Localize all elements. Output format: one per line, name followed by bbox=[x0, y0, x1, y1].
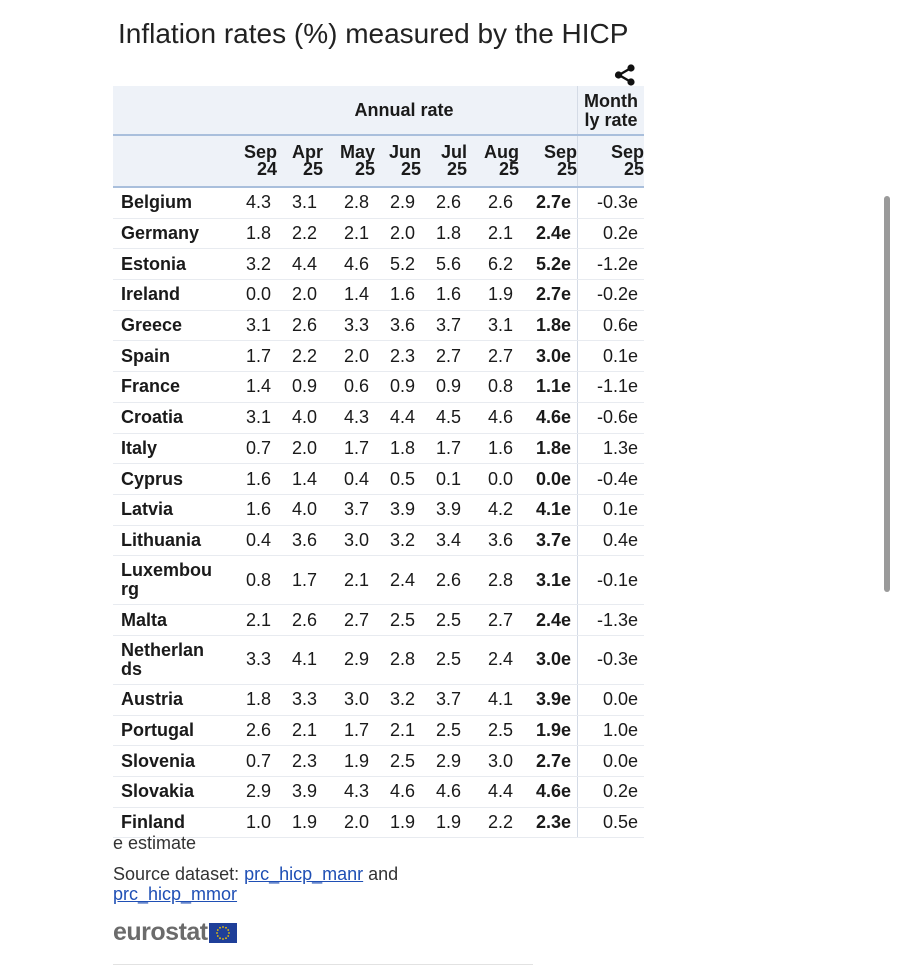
country-name bbox=[113, 556, 231, 605]
monthly-rate-value: -0.6e bbox=[578, 402, 645, 433]
country-name-line2: rg bbox=[121, 579, 139, 600]
eurostat-logo bbox=[113, 918, 237, 947]
annual-rate-value: 2.6 bbox=[277, 310, 323, 341]
country-name bbox=[113, 402, 231, 433]
header-empty-cell bbox=[113, 86, 231, 135]
flag-star bbox=[216, 932, 218, 934]
annual-rate-value: 0.0 bbox=[231, 280, 277, 311]
annual-rate-value: 3.6 bbox=[277, 525, 323, 556]
period-header bbox=[519, 135, 578, 187]
scrollbar[interactable] bbox=[884, 196, 890, 592]
annual-rate-value: 5.6 bbox=[421, 249, 467, 280]
period-month: Jun bbox=[388, 142, 421, 162]
country-name bbox=[113, 525, 231, 556]
annual-rate-value: 2.7 bbox=[467, 605, 519, 636]
source-prefix: Source dataset: bbox=[113, 864, 245, 884]
annual-rate-value: 4.6 bbox=[375, 777, 421, 808]
page-title: Inflation rates (%) measured by the HICP bbox=[118, 18, 629, 49]
annual-rate-value: 2.5 bbox=[467, 715, 519, 746]
annual-rate-value: 2.1 bbox=[277, 715, 323, 746]
flag-star bbox=[227, 935, 229, 937]
annual-rate-value: 1.6 bbox=[467, 433, 519, 464]
annual-rate-value: 2.2 bbox=[467, 807, 519, 838]
annual-rate-value: 2.9 bbox=[231, 777, 277, 808]
annual-rate-value: 2.8 bbox=[467, 556, 519, 605]
annual-rate-value: 1.7 bbox=[421, 433, 467, 464]
annual-rate-value: 2.0 bbox=[323, 807, 375, 838]
table-row bbox=[113, 684, 644, 715]
header-row-groups bbox=[113, 86, 644, 135]
annual-rate-value: 2.5 bbox=[421, 605, 467, 636]
latest-annual-rate: 2.7e bbox=[519, 746, 578, 777]
table-row bbox=[113, 249, 644, 280]
table-row bbox=[113, 605, 644, 636]
country-name bbox=[113, 249, 231, 280]
period-year: 25 bbox=[623, 159, 644, 179]
annual-rate-value: 4.6 bbox=[323, 249, 375, 280]
table-row bbox=[113, 402, 644, 433]
annual-rate-value: 2.1 bbox=[467, 218, 519, 249]
flag-star bbox=[225, 937, 227, 939]
annual-rate-value: 1.4 bbox=[323, 280, 375, 311]
annual-rate-value: 3.9 bbox=[421, 494, 467, 525]
annual-rate-value: 3.7 bbox=[421, 684, 467, 715]
monthly-rate-value: -1.2e bbox=[578, 249, 645, 280]
country-name bbox=[113, 372, 231, 403]
annual-rate-value: 1.9 bbox=[375, 807, 421, 838]
annual-rate-value: 2.7 bbox=[467, 341, 519, 372]
table-row bbox=[113, 433, 644, 464]
annual-rate-value: 4.0 bbox=[277, 402, 323, 433]
latest-annual-rate: 3.0e bbox=[519, 635, 578, 684]
table-row bbox=[113, 777, 644, 808]
latest-annual-rate: 3.1e bbox=[519, 556, 578, 605]
country-name-line1: Finland bbox=[121, 812, 185, 833]
country-name-line1: Spain bbox=[121, 345, 171, 366]
annual-rate-value: 4.6 bbox=[467, 402, 519, 433]
annual-rate-value: 3.2 bbox=[375, 684, 421, 715]
annual-rate-value: 0.9 bbox=[421, 372, 467, 403]
annual-rate-value: 3.9 bbox=[277, 777, 323, 808]
country-name-line1: Slovakia bbox=[121, 781, 195, 802]
annual-rate-value: 0.7 bbox=[231, 433, 277, 464]
annual-rate-value: 0.8 bbox=[467, 372, 519, 403]
period-header bbox=[421, 135, 467, 187]
country-name bbox=[113, 280, 231, 311]
country-name-line1: Belgium bbox=[121, 192, 193, 213]
share-icon[interactable] bbox=[612, 64, 638, 86]
country-name-line1: Malta bbox=[121, 609, 168, 630]
annual-rate-value: 4.6 bbox=[421, 777, 467, 808]
monthly-rate-value: 0.1e bbox=[578, 341, 645, 372]
flag-star bbox=[222, 926, 224, 928]
table-row bbox=[113, 715, 644, 746]
annual-rate-value: 1.7 bbox=[323, 433, 375, 464]
annual-rate-value: 1.8 bbox=[231, 684, 277, 715]
country-name bbox=[113, 715, 231, 746]
country-name bbox=[113, 341, 231, 372]
annual-rate-value: 2.6 bbox=[421, 187, 467, 218]
country-name-line1: Portugal bbox=[121, 719, 195, 740]
divider bbox=[113, 964, 533, 965]
latest-annual-rate: 1.8e bbox=[519, 310, 578, 341]
annual-rate-value: 1.4 bbox=[231, 372, 277, 403]
dataset-link-mmor[interactable]: prc_hicp_mmor bbox=[113, 884, 238, 904]
annual-rate-value: 3.1 bbox=[231, 402, 277, 433]
monthly-rate-value: 1.0e bbox=[578, 715, 645, 746]
annual-rate-value: 1.7 bbox=[277, 556, 323, 605]
inflation-table bbox=[113, 86, 644, 838]
annual-rate-value: 1.7 bbox=[323, 715, 375, 746]
annual-rate-value: 2.6 bbox=[277, 605, 323, 636]
annual-rate-value: 0.1 bbox=[421, 464, 467, 495]
country-name bbox=[113, 187, 231, 218]
annual-rate-value: 0.0 bbox=[467, 464, 519, 495]
annual-rate-value: 2.5 bbox=[421, 635, 467, 684]
annual-rate-value: 2.0 bbox=[277, 433, 323, 464]
annual-rate-value: 3.0 bbox=[467, 746, 519, 777]
annual-rate-value: 0.4 bbox=[231, 525, 277, 556]
country-name-line1: Croatia bbox=[121, 407, 184, 428]
monthly-rate-value: 0.1e bbox=[578, 494, 645, 525]
annual-rate-value: 1.6 bbox=[231, 494, 277, 525]
monthly-rate-value: -1.3e bbox=[578, 605, 645, 636]
latest-annual-rate: 0.0e bbox=[519, 464, 578, 495]
monthly-rate-header-line1: Month bbox=[584, 91, 638, 111]
period-header bbox=[277, 135, 323, 187]
period-month: Apr bbox=[292, 142, 323, 162]
period-year: 25 bbox=[354, 159, 375, 179]
country-name-line1: Austria bbox=[121, 689, 184, 710]
annual-rate-value: 0.8 bbox=[231, 556, 277, 605]
country-name-line2: ds bbox=[121, 658, 143, 679]
period-header bbox=[375, 135, 421, 187]
monthly-rate-value: 1.3e bbox=[578, 433, 645, 464]
monthly-rate-value: -0.4e bbox=[578, 464, 645, 495]
period-month: Sep bbox=[543, 142, 577, 162]
header-country-cell bbox=[113, 135, 231, 187]
monthly-period-header bbox=[578, 135, 645, 187]
latest-annual-rate: 1.1e bbox=[519, 372, 578, 403]
latest-annual-rate: 2.7e bbox=[519, 280, 578, 311]
monthly-rate-value: -0.1e bbox=[578, 556, 645, 605]
annual-rate-value: 1.9 bbox=[323, 746, 375, 777]
eurostat-logo-text: eurostat bbox=[113, 918, 208, 946]
annual-rate-value: 2.1 bbox=[323, 218, 375, 249]
table-row bbox=[113, 187, 644, 218]
country-name bbox=[113, 777, 231, 808]
annual-rate-value: 4.2 bbox=[467, 494, 519, 525]
annual-rate-header: Annual rate bbox=[231, 86, 578, 135]
flag-star bbox=[219, 926, 221, 928]
monthly-rate-value: 0.2e bbox=[578, 218, 645, 249]
latest-annual-rate: 5.2e bbox=[519, 249, 578, 280]
table-row bbox=[113, 464, 644, 495]
annual-rate-value: 3.1 bbox=[467, 310, 519, 341]
annual-rate-value: 4.1 bbox=[277, 635, 323, 684]
table-row bbox=[113, 494, 644, 525]
country-name-line1: Netherlan bbox=[121, 639, 205, 660]
annual-rate-value: 2.6 bbox=[231, 715, 277, 746]
monthly-rate-value: 0.5e bbox=[578, 807, 645, 838]
flag-star bbox=[227, 929, 229, 931]
latest-annual-rate: 4.6e bbox=[519, 777, 578, 808]
country-name-line1: Cyprus bbox=[121, 468, 184, 489]
annual-rate-value: 3.1 bbox=[277, 187, 323, 218]
annual-rate-value: 2.8 bbox=[375, 635, 421, 684]
annual-rate-value: 0.9 bbox=[277, 372, 323, 403]
country-name bbox=[113, 605, 231, 636]
dataset-link-manr[interactable]: prc_hicp_manr bbox=[244, 864, 364, 884]
annual-rate-value: 4.5 bbox=[421, 402, 467, 433]
annual-rate-value: 3.3 bbox=[277, 684, 323, 715]
monthly-rate-value: -0.3e bbox=[578, 635, 645, 684]
annual-rate-value: 2.2 bbox=[277, 218, 323, 249]
latest-annual-rate: 1.8e bbox=[519, 433, 578, 464]
period-year: 25 bbox=[446, 159, 467, 179]
flag-star bbox=[222, 938, 224, 940]
monthly-rate-value: 0.0e bbox=[578, 746, 645, 777]
annual-rate-value: 2.3 bbox=[277, 746, 323, 777]
annual-rate-value: 4.1 bbox=[467, 684, 519, 715]
country-name-line1: Slovenia bbox=[121, 750, 196, 771]
annual-rate-value: 3.6 bbox=[467, 525, 519, 556]
period-month: Jul bbox=[440, 142, 467, 162]
annual-rate-value: 2.4 bbox=[467, 635, 519, 684]
annual-rate-value: 2.3 bbox=[375, 341, 421, 372]
annual-rate-value: 3.9 bbox=[375, 494, 421, 525]
table-row bbox=[113, 218, 644, 249]
country-name-line1: Germany bbox=[121, 223, 200, 244]
latest-annual-rate: 2.3e bbox=[519, 807, 578, 838]
annual-rate-value: 0.4 bbox=[323, 464, 375, 495]
annual-rate-value: 2.1 bbox=[375, 715, 421, 746]
monthly-rate-header-line2: ly rate bbox=[584, 110, 638, 130]
annual-rate-value: 3.2 bbox=[375, 525, 421, 556]
latest-annual-rate: 4.1e bbox=[519, 494, 578, 525]
annual-rate-value: 1.9 bbox=[277, 807, 323, 838]
period-year: 25 bbox=[498, 159, 519, 179]
period-month: Aug bbox=[484, 142, 519, 162]
country-name bbox=[113, 433, 231, 464]
annual-rate-value: 1.8 bbox=[231, 218, 277, 249]
estimate-footnote: e estimate bbox=[113, 833, 197, 853]
annual-rate-value: 2.9 bbox=[421, 746, 467, 777]
period-header bbox=[323, 135, 375, 187]
annual-rate-value: 1.8 bbox=[421, 218, 467, 249]
annual-rate-value: 2.6 bbox=[421, 556, 467, 605]
latest-annual-rate: 2.4e bbox=[519, 605, 578, 636]
annual-rate-value: 2.9 bbox=[375, 187, 421, 218]
country-name bbox=[113, 746, 231, 777]
country-name bbox=[113, 218, 231, 249]
flag-star bbox=[219, 937, 221, 939]
period-month: Sep bbox=[610, 142, 644, 162]
annual-rate-value: 0.5 bbox=[375, 464, 421, 495]
annual-rate-value: 0.7 bbox=[231, 746, 277, 777]
annual-rate-value: 2.0 bbox=[277, 280, 323, 311]
annual-rate-value: 1.6 bbox=[421, 280, 467, 311]
period-year: 25 bbox=[400, 159, 421, 179]
country-name-line1: Ireland bbox=[121, 284, 181, 305]
table-body bbox=[113, 187, 644, 838]
annual-rate-value: 4.3 bbox=[323, 777, 375, 808]
latest-annual-rate: 3.0e bbox=[519, 341, 578, 372]
annual-rate-value: 2.7 bbox=[421, 341, 467, 372]
annual-rate-value: 3.0 bbox=[323, 684, 375, 715]
monthly-rate-value: 0.0e bbox=[578, 684, 645, 715]
latest-annual-rate: 4.6e bbox=[519, 402, 578, 433]
annual-rate-value: 2.1 bbox=[323, 556, 375, 605]
period-month: Sep bbox=[243, 142, 277, 162]
annual-rate-value: 3.7 bbox=[323, 494, 375, 525]
source-and: and bbox=[363, 864, 399, 884]
table-row bbox=[113, 310, 644, 341]
annual-rate-value: 2.0 bbox=[375, 218, 421, 249]
annual-rate-value: 2.9 bbox=[323, 635, 375, 684]
table-row bbox=[113, 525, 644, 556]
period-year: 25 bbox=[302, 159, 323, 179]
table-row bbox=[113, 372, 644, 403]
country-name bbox=[113, 310, 231, 341]
annual-rate-value: 2.6 bbox=[467, 187, 519, 218]
country-name bbox=[113, 494, 231, 525]
annual-rate-value: 2.0 bbox=[323, 341, 375, 372]
header-row-periods bbox=[113, 135, 644, 187]
country-name-line1: Italy bbox=[121, 437, 158, 458]
monthly-rate-value: 0.6e bbox=[578, 310, 645, 341]
annual-rate-value: 3.4 bbox=[421, 525, 467, 556]
monthly-rate-value: -0.3e bbox=[578, 187, 645, 218]
annual-rate-value: 2.5 bbox=[421, 715, 467, 746]
annual-rate-value: 0.9 bbox=[375, 372, 421, 403]
flag-star bbox=[217, 935, 219, 937]
country-name bbox=[113, 635, 231, 684]
annual-rate-value: 2.5 bbox=[375, 746, 421, 777]
monthly-rate-value: -1.1e bbox=[578, 372, 645, 403]
annual-rate-value: 1.6 bbox=[231, 464, 277, 495]
annual-rate-value: 1.9 bbox=[421, 807, 467, 838]
annual-rate-value: 3.6 bbox=[375, 310, 421, 341]
annual-rate-value: 6.2 bbox=[467, 249, 519, 280]
table-row bbox=[113, 635, 644, 684]
annual-rate-value: 2.7 bbox=[323, 605, 375, 636]
annual-rate-value: 3.7 bbox=[421, 310, 467, 341]
annual-rate-value: 2.5 bbox=[375, 605, 421, 636]
country-name-line1: Latvia bbox=[121, 499, 174, 520]
latest-annual-rate: 3.7e bbox=[519, 525, 578, 556]
period-year: 25 bbox=[556, 159, 577, 179]
annual-rate-value: 1.8 bbox=[375, 433, 421, 464]
table-row bbox=[113, 556, 644, 605]
monthly-rate-header bbox=[578, 86, 645, 135]
country-name-line1: Luxembou bbox=[121, 560, 213, 581]
monthly-rate-value: 0.4e bbox=[578, 525, 645, 556]
annual-rate-value: 4.3 bbox=[231, 187, 277, 218]
country-name bbox=[113, 464, 231, 495]
annual-rate-value: 2.4 bbox=[375, 556, 421, 605]
annual-rate-value: 1.6 bbox=[375, 280, 421, 311]
annual-rate-value: 1.7 bbox=[231, 341, 277, 372]
annual-rate-value: 2.8 bbox=[323, 187, 375, 218]
annual-rate-value: 3.1 bbox=[231, 310, 277, 341]
country-name-line1: Estonia bbox=[121, 253, 187, 274]
flag-star bbox=[225, 926, 227, 928]
annual-rate-value: 3.3 bbox=[323, 310, 375, 341]
annual-rate-value: 4.3 bbox=[323, 402, 375, 433]
annual-rate-value: 2.2 bbox=[277, 341, 323, 372]
latest-annual-rate: 3.9e bbox=[519, 684, 578, 715]
annual-rate-value: 4.4 bbox=[375, 402, 421, 433]
annual-rate-value: 0.6 bbox=[323, 372, 375, 403]
flag-star bbox=[228, 932, 230, 934]
table-row bbox=[113, 746, 644, 777]
country-name-line1: Greece bbox=[121, 315, 183, 336]
table-row bbox=[113, 341, 644, 372]
annual-rate-value: 1.0 bbox=[231, 807, 277, 838]
latest-annual-rate: 2.4e bbox=[519, 218, 578, 249]
latest-annual-rate: 1.9e bbox=[519, 715, 578, 746]
monthly-rate-value: 0.2e bbox=[578, 777, 645, 808]
annual-rate-value: 1.9 bbox=[467, 280, 519, 311]
annual-rate-value: 4.0 bbox=[277, 494, 323, 525]
period-year: 24 bbox=[256, 159, 277, 179]
country-name bbox=[113, 684, 231, 715]
flag-star bbox=[217, 929, 219, 931]
annual-rate-value: 5.2 bbox=[375, 249, 421, 280]
period-header bbox=[231, 135, 277, 187]
annual-rate-value: 3.0 bbox=[323, 525, 375, 556]
country-name-line1: France bbox=[121, 376, 181, 397]
source-note bbox=[113, 864, 443, 904]
annual-rate-value: 4.4 bbox=[467, 777, 519, 808]
period-header bbox=[467, 135, 519, 187]
annual-rate-value: 4.4 bbox=[277, 249, 323, 280]
period-month: May bbox=[339, 142, 375, 162]
annual-rate-value: 3.3 bbox=[231, 635, 277, 684]
table-row bbox=[113, 280, 644, 311]
eu-flag-icon bbox=[209, 923, 237, 943]
annual-rate-value: 2.1 bbox=[231, 605, 277, 636]
country-name-line1: Lithuania bbox=[121, 529, 201, 550]
annual-rate-value: 3.2 bbox=[231, 249, 277, 280]
annual-rate-value: 1.4 bbox=[277, 464, 323, 495]
latest-annual-rate: 2.7e bbox=[519, 187, 578, 218]
monthly-rate-value: -0.2e bbox=[578, 280, 645, 311]
